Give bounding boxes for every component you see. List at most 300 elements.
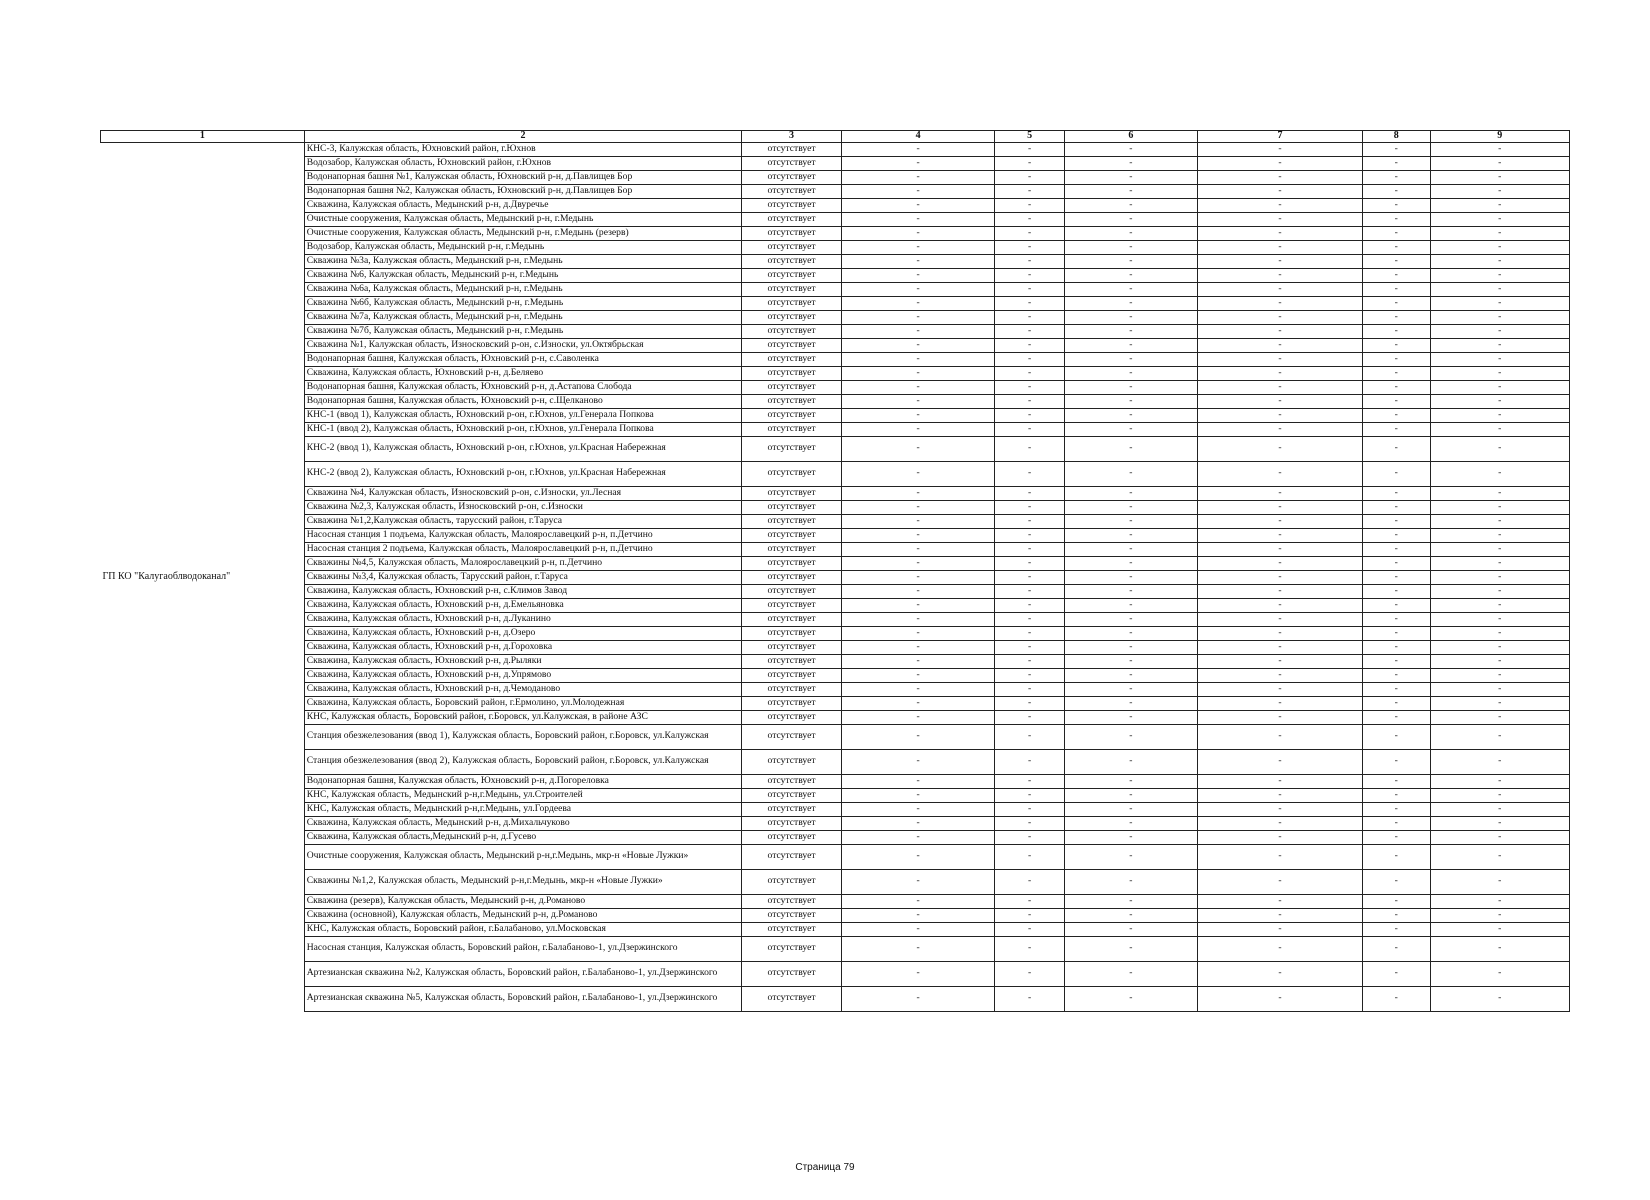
- facility-address-cell: Скважина, Калужская область, Медынский р-н, д.Двуречье: [304, 198, 741, 212]
- col-8-cell: -: [1363, 366, 1431, 380]
- col-9-cell: -: [1430, 816, 1569, 830]
- col-9-cell: -: [1430, 774, 1569, 788]
- table-row: [101, 724, 1570, 749]
- col-9-cell: -: [1430, 366, 1569, 380]
- col-6-cell: -: [1064, 380, 1197, 394]
- col-6-cell: -: [1064, 352, 1197, 366]
- col-4-cell: -: [841, 682, 994, 696]
- col-7-cell: -: [1197, 556, 1362, 570]
- col-9-cell: -: [1430, 422, 1569, 436]
- facility-address-cell: Очистные сооружения, Калужская область, Медынский р-н, г.Медынь (резерв): [304, 226, 741, 240]
- col-4-cell: -: [841, 380, 994, 394]
- col-4-cell: -: [841, 802, 994, 816]
- table-row: [101, 461, 1570, 486]
- facility-address-cell: КНС-1 (ввод 1), Калужская область, Юхновский р-он, г.Юхнов, ул.Генерала Попкова: [304, 408, 741, 422]
- table-row: [101, 366, 1570, 380]
- organization-cell: ГП КО "Калугаоблводоканал": [101, 142, 305, 1011]
- table-row: [101, 710, 1570, 724]
- col-4-cell: -: [841, 528, 994, 542]
- col-4-cell: -: [841, 710, 994, 724]
- table-row: [101, 986, 1570, 1011]
- col-6-cell: -: [1064, 696, 1197, 710]
- col-7-cell: -: [1197, 749, 1362, 774]
- facility-address-cell: Водонапорная башня, Калужская область, Юхновский р-н, д.Астапова Слобода: [304, 380, 741, 394]
- col-6-cell: -: [1064, 142, 1197, 156]
- col-header-3: 3: [742, 131, 842, 143]
- status-cell: отсутствует: [742, 254, 842, 268]
- table-row: [101, 486, 1570, 500]
- col-7-cell: -: [1197, 461, 1362, 486]
- facility-address-cell: Водонапорная башня №2, Калужская область, Юхновский р-н, д.Павлищев Бор: [304, 184, 741, 198]
- col-8-cell: -: [1363, 869, 1431, 894]
- status-cell: отсутствует: [742, 156, 842, 170]
- col-6-cell: -: [1064, 724, 1197, 749]
- col-7-cell: -: [1197, 626, 1362, 640]
- col-4-cell: -: [841, 570, 994, 584]
- col-8-cell: -: [1363, 612, 1431, 626]
- col-9-cell: -: [1430, 436, 1569, 461]
- col-5-cell: -: [995, 908, 1065, 922]
- facility-address-cell: Скважина №7б, Калужская область, Медынский р-н, г.Медынь: [304, 324, 741, 338]
- col-8-cell: -: [1363, 226, 1431, 240]
- col-5-cell: -: [995, 254, 1065, 268]
- col-8-cell: -: [1363, 961, 1431, 986]
- col-6-cell: -: [1064, 542, 1197, 556]
- facility-address-cell: Скважина, Калужская область, Юхновский р-н, с.Климов Завод: [304, 584, 741, 598]
- col-6-cell: -: [1064, 749, 1197, 774]
- status-cell: отсутствует: [742, 198, 842, 212]
- col-9-cell: -: [1430, 654, 1569, 668]
- col-9-cell: -: [1430, 226, 1569, 240]
- col-8-cell: -: [1363, 936, 1431, 961]
- status-cell: отсутствует: [742, 626, 842, 640]
- table-row: [101, 310, 1570, 324]
- facility-address-cell: Скважина, Калужская область, Юхновский р-н, д.Луканино: [304, 612, 741, 626]
- col-6-cell: -: [1064, 936, 1197, 961]
- facility-address-cell: Скважина, Калужская область, Юхновский р-н, д.Рыляки: [304, 654, 741, 668]
- facility-address-cell: Насосная станция 1 подъема, Калужская область, Малоярославецкий р-н, п.Детчино: [304, 528, 741, 542]
- status-cell: отсутствует: [742, 352, 842, 366]
- col-6-cell: -: [1064, 184, 1197, 198]
- status-cell: отсутствует: [742, 170, 842, 184]
- col-9-cell: -: [1430, 142, 1569, 156]
- col-8-cell: -: [1363, 922, 1431, 936]
- col-5-cell: -: [995, 156, 1065, 170]
- col-8-cell: -: [1363, 749, 1431, 774]
- col-7-cell: -: [1197, 816, 1362, 830]
- col-6-cell: -: [1064, 894, 1197, 908]
- col-6-cell: -: [1064, 626, 1197, 640]
- col-9-cell: -: [1430, 324, 1569, 338]
- col-4-cell: -: [841, 514, 994, 528]
- col-9-cell: -: [1430, 212, 1569, 226]
- col-8-cell: -: [1363, 296, 1431, 310]
- col-6-cell: -: [1064, 226, 1197, 240]
- status-cell: отсутствует: [742, 654, 842, 668]
- facility-address-cell: Водонапорная башня, Калужская область, Юхновский р-н, с.Щелканово: [304, 394, 741, 408]
- col-4-cell: -: [841, 324, 994, 338]
- col-4-cell: -: [841, 922, 994, 936]
- col-7-cell: -: [1197, 170, 1362, 184]
- col-9-cell: -: [1430, 461, 1569, 486]
- col-9-cell: -: [1430, 310, 1569, 324]
- col-5-cell: -: [995, 184, 1065, 198]
- col-5-cell: -: [995, 626, 1065, 640]
- col-6-cell: -: [1064, 922, 1197, 936]
- status-cell: отсутствует: [742, 500, 842, 514]
- col-8-cell: -: [1363, 394, 1431, 408]
- col-9-cell: -: [1430, 240, 1569, 254]
- col-6-cell: -: [1064, 296, 1197, 310]
- status-cell: отсутствует: [742, 514, 842, 528]
- col-6-cell: -: [1064, 528, 1197, 542]
- col-9-cell: -: [1430, 542, 1569, 556]
- col-8-cell: -: [1363, 556, 1431, 570]
- status-cell: отсутствует: [742, 710, 842, 724]
- col-6-cell: -: [1064, 710, 1197, 724]
- facility-address-cell: Скважина, Калужская область,Медынский р-н, д.Гусево: [304, 830, 741, 844]
- col-5-cell: -: [995, 788, 1065, 802]
- col-9-cell: -: [1430, 894, 1569, 908]
- facility-address-cell: Водонапорная башня, Калужская область, Юхновский р-н, д.Погореловка: [304, 774, 741, 788]
- col-6-cell: -: [1064, 338, 1197, 352]
- col-4-cell: -: [841, 986, 994, 1011]
- col-5-cell: -: [995, 584, 1065, 598]
- col-header-5: 5: [995, 131, 1065, 143]
- col-9-cell: -: [1430, 486, 1569, 500]
- col-8-cell: -: [1363, 500, 1431, 514]
- table-row: [101, 556, 1570, 570]
- col-9-cell: -: [1430, 869, 1569, 894]
- col-7-cell: -: [1197, 774, 1362, 788]
- col-4-cell: -: [841, 869, 994, 894]
- status-cell: отсутствует: [742, 724, 842, 749]
- table-row: [101, 514, 1570, 528]
- status-cell: отсутствует: [742, 212, 842, 226]
- col-5-cell: -: [995, 598, 1065, 612]
- col-4-cell: -: [841, 486, 994, 500]
- col-7-cell: -: [1197, 869, 1362, 894]
- col-6-cell: -: [1064, 156, 1197, 170]
- col-6-cell: -: [1064, 788, 1197, 802]
- col-header-7: 7: [1197, 131, 1362, 143]
- status-cell: отсутствует: [742, 380, 842, 394]
- col-6-cell: -: [1064, 514, 1197, 528]
- col-8-cell: -: [1363, 542, 1431, 556]
- table-row: [101, 268, 1570, 282]
- col-5-cell: -: [995, 844, 1065, 869]
- col-4-cell: -: [841, 156, 994, 170]
- col-8-cell: -: [1363, 156, 1431, 170]
- col-5-cell: -: [995, 282, 1065, 296]
- facility-address-cell: Скважина №4, Калужская область, Износковский р-он, с.Износки, ул.Лесная: [304, 486, 741, 500]
- col-7-cell: -: [1197, 542, 1362, 556]
- col-6-cell: -: [1064, 961, 1197, 986]
- status-cell: отсутствует: [742, 324, 842, 338]
- table-row: [101, 788, 1570, 802]
- col-7-cell: -: [1197, 324, 1362, 338]
- col-9-cell: -: [1430, 936, 1569, 961]
- col-5-cell: -: [995, 640, 1065, 654]
- col-4-cell: -: [841, 310, 994, 324]
- col-4-cell: -: [841, 668, 994, 682]
- status-cell: отсутствует: [742, 142, 842, 156]
- col-7-cell: -: [1197, 654, 1362, 668]
- status-cell: отсутствует: [742, 986, 842, 1011]
- col-5-cell: -: [995, 556, 1065, 570]
- col-5-cell: -: [995, 422, 1065, 436]
- col-6-cell: -: [1064, 436, 1197, 461]
- status-cell: отсутствует: [742, 422, 842, 436]
- col-9-cell: -: [1430, 268, 1569, 282]
- col-9-cell: -: [1430, 724, 1569, 749]
- col-9-cell: -: [1430, 394, 1569, 408]
- col-5-cell: -: [995, 922, 1065, 936]
- table-row: [101, 894, 1570, 908]
- table-row: [101, 654, 1570, 668]
- col-5-cell: -: [995, 570, 1065, 584]
- col-7-cell: -: [1197, 710, 1362, 724]
- col-7-cell: -: [1197, 908, 1362, 922]
- col-6-cell: -: [1064, 640, 1197, 654]
- col-header-4: 4: [841, 131, 994, 143]
- col-7-cell: -: [1197, 598, 1362, 612]
- facility-address-cell: Скважина №6а, Калужская область, Медынский р-н, г.Медынь: [304, 282, 741, 296]
- status-cell: отсутствует: [742, 338, 842, 352]
- facility-address-cell: КНС, Калужская область, Боровский район, г.Балабаново, ул.Московская: [304, 922, 741, 936]
- status-cell: отсутствует: [742, 894, 842, 908]
- data-table: [100, 130, 1570, 1012]
- col-4-cell: -: [841, 584, 994, 598]
- col-8-cell: -: [1363, 352, 1431, 366]
- col-8-cell: -: [1363, 788, 1431, 802]
- col-5-cell: -: [995, 528, 1065, 542]
- col-4-cell: -: [841, 908, 994, 922]
- col-4-cell: -: [841, 366, 994, 380]
- facility-address-cell: КНС-1 (ввод 2), Калужская область, Юхновский р-он, г.Юхнов, ул.Генерала Попкова: [304, 422, 741, 436]
- col-9-cell: -: [1430, 184, 1569, 198]
- table-row: [101, 626, 1570, 640]
- table-row: [101, 774, 1570, 788]
- table-row: [101, 830, 1570, 844]
- table-row: [101, 528, 1570, 542]
- col-5-cell: -: [995, 436, 1065, 461]
- status-cell: отсутствует: [742, 240, 842, 254]
- col-4-cell: -: [841, 254, 994, 268]
- col-9-cell: -: [1430, 668, 1569, 682]
- table-row: [101, 542, 1570, 556]
- col-7-cell: -: [1197, 296, 1362, 310]
- facility-address-cell: Скважины №4,5, Калужская область, Малоярославецкий р-н, п.Детчино: [304, 556, 741, 570]
- status-cell: отсутствует: [742, 612, 842, 626]
- col-9-cell: -: [1430, 338, 1569, 352]
- table-row: [101, 296, 1570, 310]
- col-7-cell: -: [1197, 986, 1362, 1011]
- table-row: [101, 352, 1570, 366]
- col-4-cell: -: [841, 894, 994, 908]
- col-8-cell: -: [1363, 844, 1431, 869]
- col-8-cell: -: [1363, 310, 1431, 324]
- table-row: [101, 682, 1570, 696]
- facility-address-cell: Очистные сооружения, Калужская область, Медынский р-н, г.Медынь: [304, 212, 741, 226]
- col-7-cell: -: [1197, 156, 1362, 170]
- col-5-cell: -: [995, 986, 1065, 1011]
- table-row: [101, 869, 1570, 894]
- col-5-cell: -: [995, 310, 1065, 324]
- facility-address-cell: Скважины №1,2, Калужская область, Медынский р-н,г.Медынь, мкр-н «Новые Лужки»: [304, 869, 741, 894]
- col-6-cell: -: [1064, 408, 1197, 422]
- col-8-cell: -: [1363, 816, 1431, 830]
- status-cell: отсутствует: [742, 682, 842, 696]
- status-cell: отсутствует: [742, 570, 842, 584]
- table-row: [101, 156, 1570, 170]
- col-4-cell: -: [841, 338, 994, 352]
- table-row: [101, 142, 1570, 156]
- col-4-cell: -: [841, 268, 994, 282]
- facility-address-cell: Скважина, Калужская область, Юхновский р-н, д.Чемоданово: [304, 682, 741, 696]
- table-row: [101, 696, 1570, 710]
- col-8-cell: -: [1363, 254, 1431, 268]
- table-row: [101, 338, 1570, 352]
- table-row: [101, 961, 1570, 986]
- col-9-cell: -: [1430, 352, 1569, 366]
- col-9-cell: -: [1430, 408, 1569, 422]
- col-5-cell: -: [995, 696, 1065, 710]
- col-4-cell: -: [841, 184, 994, 198]
- col-7-cell: -: [1197, 788, 1362, 802]
- col-5-cell: -: [995, 802, 1065, 816]
- col-4-cell: -: [841, 598, 994, 612]
- table-row: [101, 749, 1570, 774]
- table-row: [101, 170, 1570, 184]
- col-8-cell: -: [1363, 774, 1431, 788]
- table-row: [101, 612, 1570, 626]
- col-6-cell: -: [1064, 394, 1197, 408]
- facility-address-cell: Очистные сооружения, Калужская область, Медынский р-н,г.Медынь, мкр-н «Новые Лужки»: [304, 844, 741, 869]
- col-4-cell: -: [841, 352, 994, 366]
- status-cell: отсутствует: [742, 696, 842, 710]
- facility-address-cell: Скважина, Калужская область, Юхновский р-н, д.Озеро: [304, 626, 741, 640]
- facility-address-cell: Скважина, Калужская область, Юхновский р-н, д.Емельяновка: [304, 598, 741, 612]
- col-9-cell: -: [1430, 682, 1569, 696]
- table-body: [101, 142, 1570, 1011]
- col-8-cell: -: [1363, 710, 1431, 724]
- col-5-cell: -: [995, 612, 1065, 626]
- status-cell: отсутствует: [742, 528, 842, 542]
- col-8-cell: -: [1363, 640, 1431, 654]
- col-7-cell: -: [1197, 500, 1362, 514]
- col-6-cell: -: [1064, 869, 1197, 894]
- col-4-cell: -: [841, 282, 994, 296]
- table-row: [101, 598, 1570, 612]
- status-cell: отсутствует: [742, 936, 842, 961]
- col-5-cell: -: [995, 212, 1065, 226]
- col-7-cell: -: [1197, 922, 1362, 936]
- status-cell: отсутствует: [742, 844, 842, 869]
- col-8-cell: -: [1363, 626, 1431, 640]
- status-cell: отсутствует: [742, 598, 842, 612]
- col-4-cell: -: [841, 774, 994, 788]
- col-5-cell: -: [995, 514, 1065, 528]
- col-4-cell: -: [841, 749, 994, 774]
- col-9-cell: -: [1430, 830, 1569, 844]
- col-7-cell: -: [1197, 282, 1362, 296]
- col-4-cell: -: [841, 394, 994, 408]
- col-7-cell: -: [1197, 212, 1362, 226]
- col-9-cell: -: [1430, 156, 1569, 170]
- col-8-cell: -: [1363, 570, 1431, 584]
- table-row: [101, 394, 1570, 408]
- col-5-cell: -: [995, 668, 1065, 682]
- col-8-cell: -: [1363, 170, 1431, 184]
- col-6-cell: -: [1064, 682, 1197, 696]
- col-8-cell: -: [1363, 142, 1431, 156]
- col-9-cell: -: [1430, 626, 1569, 640]
- col-7-cell: -: [1197, 682, 1362, 696]
- facility-address-cell: Скважины №3,4, Калужская область, Тарусский район, г.Таруса: [304, 570, 741, 584]
- col-header-6: 6: [1064, 131, 1197, 143]
- col-7-cell: -: [1197, 310, 1362, 324]
- table-row: [101, 282, 1570, 296]
- facility-address-cell: Водонапорная башня №1, Калужская область, Юхновский р-н, д.Павлищев Бор: [304, 170, 741, 184]
- col-8-cell: -: [1363, 338, 1431, 352]
- col-8-cell: -: [1363, 654, 1431, 668]
- col-5-cell: -: [995, 936, 1065, 961]
- col-7-cell: -: [1197, 612, 1362, 626]
- col-4-cell: -: [841, 408, 994, 422]
- col-4-cell: -: [841, 461, 994, 486]
- table-row: [101, 802, 1570, 816]
- col-5-cell: -: [995, 774, 1065, 788]
- table-row: [101, 584, 1570, 598]
- col-7-cell: -: [1197, 198, 1362, 212]
- col-header-8: 8: [1363, 131, 1431, 143]
- col-7-cell: -: [1197, 352, 1362, 366]
- col-9-cell: -: [1430, 570, 1569, 584]
- col-4-cell: -: [841, 240, 994, 254]
- col-7-cell: -: [1197, 408, 1362, 422]
- col-5-cell: -: [995, 226, 1065, 240]
- col-7-cell: -: [1197, 802, 1362, 816]
- col-8-cell: -: [1363, 422, 1431, 436]
- col-9-cell: -: [1430, 500, 1569, 514]
- col-7-cell: -: [1197, 570, 1362, 584]
- facility-address-cell: Артезианская скважина №2, Калужская область, Боровский район, г.Балабаново-1, ул.Дзержинского: [304, 961, 741, 986]
- col-6-cell: -: [1064, 774, 1197, 788]
- table-row: [101, 844, 1570, 869]
- col-6-cell: -: [1064, 282, 1197, 296]
- facility-address-cell: Скважина, Калужская область, Юхновский р-н, д.Беляево: [304, 366, 741, 380]
- col-8-cell: -: [1363, 514, 1431, 528]
- status-cell: отсутствует: [742, 908, 842, 922]
- col-5-cell: -: [995, 830, 1065, 844]
- col-6-cell: -: [1064, 570, 1197, 584]
- col-8-cell: -: [1363, 212, 1431, 226]
- col-5-cell: -: [995, 296, 1065, 310]
- col-5-cell: -: [995, 142, 1065, 156]
- col-6-cell: -: [1064, 584, 1197, 598]
- col-header-9: 9: [1430, 131, 1569, 143]
- facility-address-cell: Скважина №1,2,Калужская область, тарусский район, г.Таруса: [304, 514, 741, 528]
- col-8-cell: -: [1363, 282, 1431, 296]
- status-cell: отсутствует: [742, 461, 842, 486]
- facility-address-cell: Скважина №6, Калужская область, Медынский р-н, г.Медынь: [304, 268, 741, 282]
- status-cell: отсутствует: [742, 802, 842, 816]
- facility-address-cell: Водозабор, Калужская область, Юхновский район, г.Юхнов: [304, 156, 741, 170]
- col-4-cell: -: [841, 226, 994, 240]
- col-9-cell: -: [1430, 749, 1569, 774]
- facility-address-cell: Насосная станция, Калужская область, Боровский район, г.Балабаново-1, ул.Дзержинского: [304, 936, 741, 961]
